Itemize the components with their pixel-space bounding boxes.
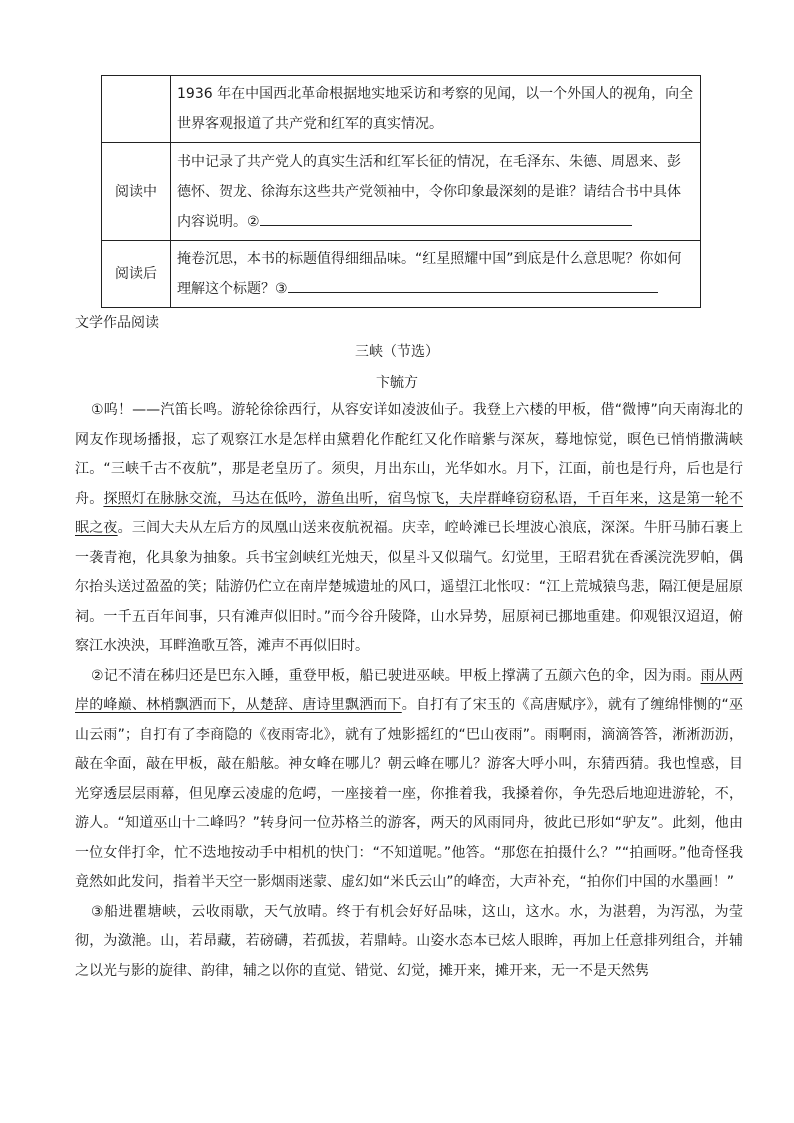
task-text	[171, 76, 701, 143]
paragraph-text: 。三闾大夫从左后方的凤凰山送来夜航祝福。庆幸，崆岭滩已长埋波心浪底，深深。牛肝马肺石裹上一袭青袍，化具象为抽象。兵书宝剑峡红光烛天，似星斗又似瑞气。幻觉里，王昭君犹在香溪浣洗罗帕，偶尔抬头送过盈盈的笑；陆游仍伫立在南岸楚城遗址的风口，遥望江北怅叹：“江上荒城猿鸟悲，隔江便是屈原祠。一千五百年间事，只有滩声似旧时。”而今谷升陵降，山水异势，屈原祠已挪地重建。仰观银汉迢迢，俯察江水泱泱，耳畔渔歌互答，滩声不再似旧时。	[75, 520, 744, 654]
task-text-content: 掩卷沉思，本书的标题值得细细品味。“红星照耀中国”到底是什么意思呢？你如何理解这个标题？	[177, 251, 682, 297]
table-row	[102, 76, 701, 143]
paragraph-text: ①呜！——汽笛长鸣。游轮徐徐西行，从容安详如凌波仙子。我登上六楼的甲板，借“微博”向天南海北的网友作现场播报，忘了观察江水是怎样由黛碧化作酡红又化作暗紫与深灰，蓦地惊觉，暝色已悄悄撒满峡江。“三峡千古不夜航”，那是老皇历了。须臾，月出东山，光华如水。月下，江面，前也是行舟，后也是行舟。	[75, 402, 743, 507]
paragraph-text: ③船进瞿塘峡，云收雨歇，天气放晴。终于有机会好好品味，这山，这水。水，为湛碧，为泻泓，为莹彻，为潋滟。山，若昂藏，若磅礴，若孤拔，若鼎峙。山姿水态本已炫人眼眸，再加上任意排列组合，并辅之以光与影的旋律、韵律，辅之以你的直觉、错觉、幻觉，摊开来，摊开来，无一不是天然隽	[75, 903, 743, 979]
table-row	[102, 241, 701, 308]
stage-label	[102, 76, 171, 143]
reading-task-table	[101, 75, 701, 308]
article-paragraph	[75, 662, 743, 898]
article-title: 三峡（节选）	[355, 344, 439, 360]
stage-label: 阅读中	[102, 143, 171, 241]
table-row	[102, 143, 701, 241]
answer-blank[interactable]	[288, 278, 658, 293]
underlined-sentence: 探照灯在脉脉交流，马达在低吟，游鱼出听，宿鸟惊飞，夫岸群峰窃窃私语，千百年来，这是第一轮不眠之夜	[75, 490, 743, 536]
answer-marker: ②	[247, 213, 260, 230]
article-body	[75, 396, 743, 986]
article-paragraph	[75, 898, 743, 987]
task-text	[171, 143, 701, 241]
section-heading: 文学作品阅读	[75, 315, 159, 331]
paragraph-text: ②记不清在秭归还是巴东入睡，重登甲板，船已驶进巫峡。甲板上撑满了五颜六色的伞，因为雨。	[91, 667, 701, 684]
article-author: 卞毓方	[376, 375, 418, 391]
answer-marker: ③	[275, 281, 288, 297]
paragraph-text: 。自打有了宋玉的《高唐赋序》，就有了缠绵悱恻的“巫山云雨”；自打有了李商隐的《夜雨寄北》，就有了烛影摇红的“巴山夜雨”。雨啊雨，滴滴答答，淅淅沥沥，敲在伞面，敲在甲板，敲在船舷。神女峰在哪儿？朝云峰在哪儿？游客大呼小叫，东猜西猜。我也惶惑，目光穿透层层雨幕，但见摩云凌虚的危崿，一座接着一座，你推着我，我搡着你，争先恐后地迎进游轮，不，游人。“知道巫山十二峰吗？”转身问一位苏格兰的游客，两天的风雨同舟，彼此已形如“驴友”。此刻，他由一位女伴打伞，忙不迭地按动手中相机的快门：“不知道呢。”他答。“那您在拍摄什么？”“拍画呀。”他奇怪我竟然如此发问，指着半天空一影烟雨迷蒙、虚幻如“米氏云山”的峰峦，大声补充，“拍你们中国的水墨画！”	[75, 697, 743, 890]
answer-blank[interactable]	[260, 211, 632, 226]
article-paragraph	[75, 396, 743, 662]
stage-label: 阅读后	[102, 241, 171, 308]
task-text-content: 1936 年在中国西北革命根据地实地采访和考察的见闻，以一个外国人的视角，向全世界客观报道了共产党和红军的真实情况。	[177, 86, 694, 132]
task-text	[171, 241, 701, 308]
task-text-content: 书中记录了共产党人的真实生活和红军长征的情况，在毛泽东、朱德、周恩来、彭德怀、贺龙、徐海东这些共产党领袖中，令你印象最深刻的是谁？请结合书中具体内容说明。	[177, 153, 681, 230]
underlined-sentence: 雨从两岸的峰巅、林梢飘洒而下，从楚辞、唐诗里飘洒而下	[75, 667, 743, 713]
